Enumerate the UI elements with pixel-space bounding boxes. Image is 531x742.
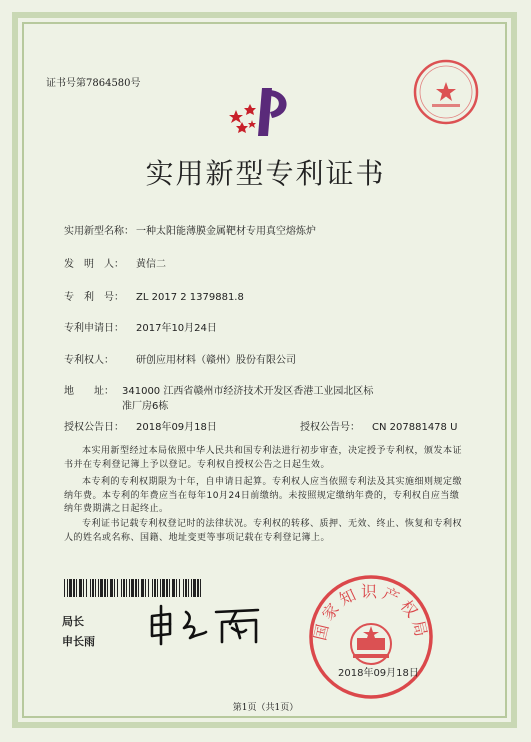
paragraph-3: 专利证书记载专利权登记时的法律状况。专利权的转移、质押、无效、终止、恢复和专利权人的姓名或名称、国籍、地址变更等事项记载在专利登记簿上。 bbox=[64, 519, 463, 543]
inventor-value: 黄信二 bbox=[136, 259, 166, 270]
director-name: 申长雨 bbox=[62, 635, 95, 648]
svg-text:国家知识产权局: 国家知识产权局 bbox=[310, 582, 432, 643]
certificate-title: 实用新型专利证书 bbox=[145, 157, 386, 190]
paragraph-2: 本专利的专利权期限为十年，自申请日起算。专利权人应当依照专利法及其实施细则规定缴纳年费。本专利的年费应当在每年10月24日前缴纳。未按照规定缴纳年费的，专利权自应当缴纳年费期满之日起终止。 bbox=[64, 477, 463, 514]
seal-date: 2018年09月18日 bbox=[338, 668, 419, 679]
filing-date-label: 专利申请日： bbox=[64, 323, 124, 334]
grant-date-value: 2018年09月18日 bbox=[136, 422, 217, 433]
agency-seal-icon bbox=[412, 58, 480, 126]
director-title: 局长 bbox=[62, 615, 84, 628]
filing-date-value: 2017年10月24日 bbox=[136, 323, 217, 334]
address-line-1: 341000 江西省赣州市经济技术开发区香港工业园北区标 bbox=[122, 386, 374, 397]
director-signature bbox=[146, 604, 266, 646]
certificate-number: 证书号第7864580号 bbox=[46, 78, 141, 89]
cnipa-logo-icon bbox=[228, 84, 300, 144]
grant-date-label: 授权公告日： bbox=[64, 422, 124, 433]
barcode bbox=[64, 579, 204, 597]
patent-holder-label: 专利权人： bbox=[64, 355, 114, 366]
paragraph-1: 本实用新型经过本局依照中华人民共和国专利法进行初步审查，决定授予专利权，颁发本证书并在专利登记簿上予以登记。专利权自授权公告之日起生效。 bbox=[64, 446, 463, 470]
official-seal-icon bbox=[306, 572, 436, 702]
patent-number-label: 专 利 号： bbox=[64, 292, 124, 303]
patent-number-value: ZL 2017 2 1379881.8 bbox=[136, 292, 244, 303]
name-label: 实用新型名称： bbox=[64, 226, 134, 237]
page-footer: 第1页（共1页） bbox=[232, 703, 299, 713]
address-label: 地 址： bbox=[64, 386, 114, 397]
inventor-label: 发 明 人： bbox=[64, 259, 124, 270]
name-value: 一种太阳能薄膜金属靶材专用真空熔炼炉 bbox=[136, 226, 316, 237]
address-line-2: 准厂房6栋 bbox=[122, 401, 169, 412]
grant-number-label: 授权公告号： bbox=[300, 422, 360, 433]
patent-holder-value: 研创应用材料（赣州）股份有限公司 bbox=[136, 355, 296, 366]
grant-number-value: CN 207881478 U bbox=[372, 422, 458, 433]
